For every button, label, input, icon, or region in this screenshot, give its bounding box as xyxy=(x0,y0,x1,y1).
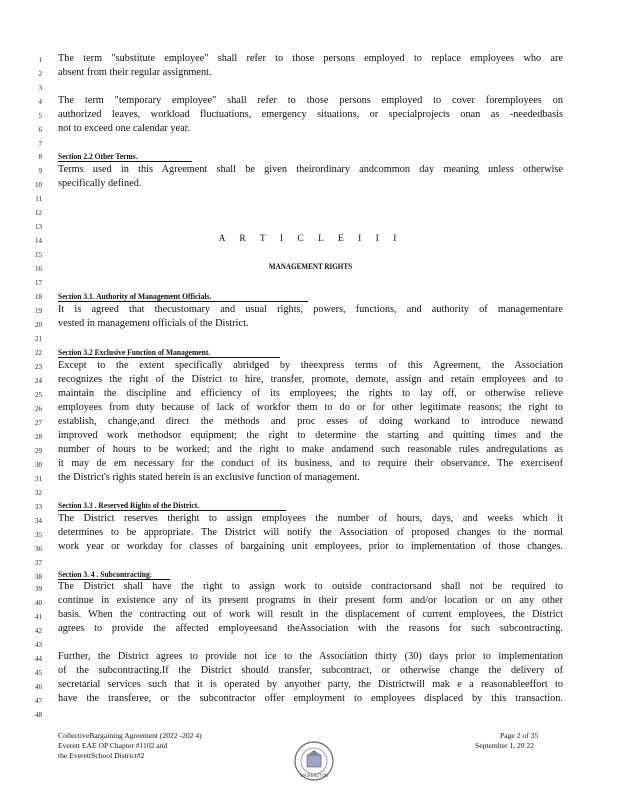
line-number: 47 xyxy=(35,697,42,705)
line-number: 17 xyxy=(35,279,42,287)
section-3-2-line-4: employees from duty because of lack of workfor them to do or for other legitimate reasons; the right to xyxy=(58,402,563,413)
section-3-4-heading: Section 3. 4 . Subcontracting. xyxy=(58,570,152,579)
line-number: 8 xyxy=(38,153,42,161)
footer-date: September 1, 20 22 xyxy=(475,741,535,750)
footer-page-number: Page 2 of 35 xyxy=(500,731,539,740)
line-number: 23 xyxy=(35,363,42,371)
article-subtitle: MANAGEMENT RIGHTS xyxy=(268,262,353,271)
footer-left-line-2: Everett EAE OP Chapter #1102 and xyxy=(58,741,168,750)
line-number: 21 xyxy=(35,335,42,343)
section-3-2-underline xyxy=(58,357,280,358)
line-number: 9 xyxy=(38,167,42,175)
line-number: 45 xyxy=(35,669,42,677)
line-number: 46 xyxy=(35,683,42,691)
section-3-3-heading: Section 3.3 . Reserved Rights of the District. xyxy=(58,501,200,510)
line-number: 43 xyxy=(35,641,42,649)
section-2-2-line-1: Terms used in this Agreement shall be given theirordinary andcommon day meaning unless otherwise xyxy=(58,164,563,175)
line-number: 30 xyxy=(35,461,42,469)
section-3-2-line-8: it may de em necessary for the conduct of its business, and to require their observance. The exerciseof xyxy=(58,458,563,469)
section-3-1-line-2: vested in management officials of the District. xyxy=(58,318,249,329)
line-number: 1 xyxy=(38,56,42,64)
line-number: 25 xyxy=(35,391,42,399)
line-number: 31 xyxy=(35,475,42,483)
para1-line-1: The term "substitute employee" shall refer to those persons employed to replace employees who are xyxy=(58,53,563,64)
para1-line-2: absent from their regular assignment. xyxy=(58,67,212,78)
line-number: 10 xyxy=(35,181,42,189)
section-2-2-underline xyxy=(58,161,192,162)
line-number: 29 xyxy=(35,447,42,455)
section-3-1-underline xyxy=(58,301,308,302)
section-3-2-line-5: establish, change,and direct the methods and proc esses of doing workand to introduce newand xyxy=(58,416,563,427)
footer-left-line-3: the EverettSchool District#2 xyxy=(58,751,145,760)
line-number: 3 xyxy=(38,84,42,92)
line-number: 15 xyxy=(35,251,42,259)
line-number: 26 xyxy=(35,405,42,413)
section-3-2-line-3: maintain the discipline and efficiency of its employees; the rights to lay off, or otherwise relieve xyxy=(58,388,563,399)
para2-line-3: not to exceed one calendar year. xyxy=(58,123,191,134)
seal-text: WASHINGTON xyxy=(300,773,328,778)
section-3-4-para2-line-4: have the transferee, or the subcontractor offer employment to employees displaced by this transaction. xyxy=(58,693,563,704)
section-3-4-para2-line-2: of the subcontracting.If the District should transfer, subcontract, or otherwise change the delivery of xyxy=(58,665,563,676)
section-3-2-line-2: recognizes the right of the District to hire, transfer, promote, demote, assign and retain employees and to xyxy=(58,374,563,385)
line-number: 35 xyxy=(35,531,42,539)
line-number: 18 xyxy=(35,293,42,301)
line-number: 27 xyxy=(35,419,42,427)
section-3-2-heading: Section 3.2 Exclusive Function of Management. xyxy=(58,348,211,357)
section-3-3-underline xyxy=(58,510,286,511)
line-number: 40 xyxy=(35,599,42,607)
section-3-3-line-1: The District reserves theright to assign employees the number of hours, days, and weeks which it xyxy=(58,513,563,524)
footer-left-line-1: CollectiveBargaining Agreement (2022 -202 4) xyxy=(58,731,202,740)
line-number: 5 xyxy=(38,112,42,120)
line-number: 28 xyxy=(35,433,42,441)
line-number: 39 xyxy=(35,585,42,593)
line-number: 20 xyxy=(35,321,42,329)
line-number: 6 xyxy=(38,126,42,134)
line-number: 13 xyxy=(35,223,42,231)
section-3-2-line-6: improved work methodsor equipment; the right to determine the starting and quitting times and the xyxy=(58,430,563,441)
section-3-2-line-1: Except to the extent specifically abridged by theexpress terms of this Agreement, the Association xyxy=(58,360,563,371)
line-number: 41 xyxy=(35,613,42,621)
line-number: 16 xyxy=(35,265,42,273)
line-number: 37 xyxy=(35,559,42,567)
line-number: 19 xyxy=(35,307,42,315)
section-2-2-heading: Section 2.2 Other Terms. xyxy=(58,152,138,161)
section-3-2-line-7: number of hours to be worked; and the right to make andamend such reasonable rules andregulations as xyxy=(58,444,563,455)
article-title: A R T I C L E I I I xyxy=(218,234,403,244)
section-3-4-line-4: agrees to provide the affected employeesand theAssociation with the reasons for such subcontracting. xyxy=(58,623,563,634)
section-3-4-line-1: The District shall have the right to assign work to outside contractorsand shall not be required to xyxy=(58,581,563,592)
line-number: 48 xyxy=(35,711,42,719)
para2-line-1: The term "temporary employee" shall refer to those persons employed to cover foremployees on xyxy=(58,95,563,106)
line-number: 14 xyxy=(35,237,42,245)
line-number: 22 xyxy=(35,349,42,357)
line-number: 12 xyxy=(35,209,42,217)
section-3-4-para2-line-3: secretarial services such that it is operated by anyother party, the Districtwill mak e a reasonableeffort to xyxy=(58,679,563,690)
line-number: 44 xyxy=(35,655,42,663)
line-number: 11 xyxy=(35,195,42,203)
line-number: 33 xyxy=(35,503,42,511)
line-number: 24 xyxy=(35,377,42,385)
section-3-2-line-9: the District's rights stated herein is an exclusive function of management. xyxy=(58,472,360,483)
section-3-3-line-3: work year or workday for classes of bargaining unit employees, prior to implementation of those changes. xyxy=(58,541,563,552)
section-3-3-line-2: determines to be appropriate. The District will notify the Association of proposed changes to the normal xyxy=(58,527,563,538)
seal-emblem-icon xyxy=(293,740,335,782)
line-number: 38 xyxy=(35,573,42,581)
line-number: 32 xyxy=(35,489,42,497)
line-number: 2 xyxy=(38,70,42,78)
para2-line-2: authorized leaves, workload fluctuations, emergency situations, or specialprojects onan as -neededbasis xyxy=(58,109,563,120)
section-3-4-para2-line-1: Further, the District agrees to provide not ice to the Association thirty (30) days prior to implementation xyxy=(58,651,563,662)
section-3-4-line-3: basis. When the contracting out of work will result in the displacement of current employees, the District xyxy=(58,609,563,620)
line-number: 4 xyxy=(38,98,42,106)
line-number: 36 xyxy=(35,545,42,553)
line-number: 34 xyxy=(35,517,42,525)
section-2-2-line-2: specifically defined. xyxy=(58,178,142,189)
section-3-1-heading: Section 3.1. Authority of Management Officials. xyxy=(58,292,212,301)
line-number: 7 xyxy=(38,140,42,148)
section-3-4-line-2: continue in existence any of its present programs in their present form and/or location or on any other xyxy=(58,595,563,606)
line-number: 42 xyxy=(35,627,42,635)
section-3-1-line-1: It is agreed that thecustomary and usual rights, powers, functions, and authority of managementare xyxy=(58,304,563,315)
union-seal-logo xyxy=(293,740,335,782)
